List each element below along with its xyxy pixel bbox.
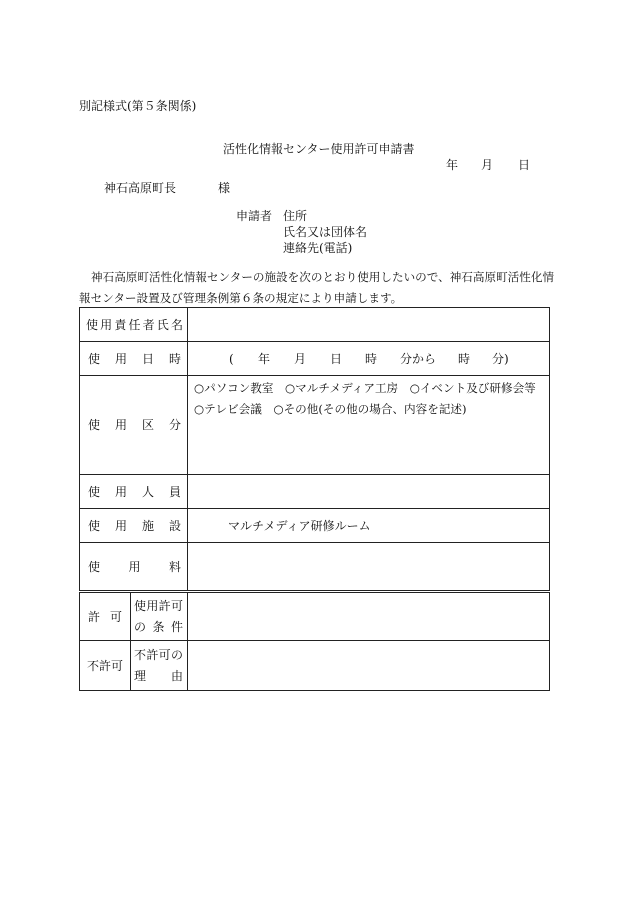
row-responsible [80, 308, 550, 342]
char: 使 [88, 418, 101, 432]
label-facility [80, 509, 188, 543]
char: 料 [169, 559, 182, 574]
field-fee[interactable] [188, 543, 550, 592]
char: 使 [88, 351, 101, 366]
applicant-address-label: 住所 [283, 209, 308, 223]
category-options-line-1[interactable]: ○パソコン教室 ○マルチメディア工房 ○イベント及び研修会等 [194, 381, 536, 395]
char: 使 [88, 559, 101, 574]
char: 由 [171, 668, 184, 683]
char: 用 [128, 559, 141, 574]
field-category[interactable] [188, 376, 550, 475]
date-day-label: 日 [518, 158, 531, 172]
char: 可 [109, 609, 122, 624]
char: 用 [115, 484, 128, 499]
char: 許 [146, 647, 159, 662]
char: 名 [170, 317, 183, 332]
datetime-day: 日 [330, 351, 343, 366]
char: の [134, 619, 147, 634]
char: 施 [142, 518, 155, 533]
datetime-minute: 分) [492, 351, 509, 366]
datetime-hour2: 時 [458, 351, 471, 366]
char: の [170, 647, 183, 662]
addressee: 神石高原町長 [104, 181, 177, 195]
form-number: 別記様式(第５条関係) [79, 99, 197, 113]
label-nonpermit [80, 641, 131, 691]
applicant-name-label: 氏名又は団体名 [283, 225, 368, 239]
char: 用 [115, 418, 128, 432]
row-permit [80, 592, 550, 641]
field-datetime[interactable] [188, 342, 550, 376]
label-responsible [80, 308, 188, 342]
char: 用 [100, 317, 113, 332]
label-permit [80, 592, 131, 641]
char: 理 [134, 668, 147, 683]
label-persons [80, 475, 188, 509]
char: 不 [134, 647, 147, 662]
char: 員 [169, 484, 182, 499]
label-fee [80, 543, 188, 592]
datetime-paren-open: ( [229, 351, 234, 366]
char: 責 [114, 317, 127, 332]
applicant-contact-label: 連絡先(電話) [283, 241, 353, 255]
char: 設 [169, 518, 182, 533]
label-datetime [80, 342, 188, 376]
char: 区 [142, 418, 155, 432]
char: 人 [142, 484, 155, 499]
char: 使 [88, 518, 101, 533]
row-persons [80, 475, 550, 509]
row-datetime [80, 342, 550, 376]
char: 件 [171, 619, 184, 634]
char: 者 [142, 317, 155, 332]
applicant-label: 申請者 [236, 209, 273, 223]
char: 用 [115, 351, 128, 366]
honorific: 様 [218, 181, 231, 195]
label-permit-conditions [131, 592, 188, 641]
row-nonpermit [80, 641, 550, 691]
field-permit-conditions[interactable] [188, 592, 550, 641]
date-year-label: 年 [446, 158, 459, 172]
label-nonpermit-reason [131, 641, 188, 691]
form-title: 活性化情報センター使用許可申請書 [223, 142, 415, 156]
char: 任 [128, 317, 141, 332]
datetime-month: 月 [294, 351, 307, 366]
char: 使 [134, 598, 147, 613]
field-facility[interactable] [188, 509, 550, 543]
datetime-hour: 時 [365, 351, 378, 366]
intro-line-1: 神石高原町活性化情報センターの施設を次のとおり使用したいので、神石高原町活性化情 [91, 270, 555, 284]
field-responsible[interactable] [188, 308, 550, 342]
field-nonpermit-reason[interactable] [188, 641, 550, 691]
char: 使 [88, 484, 101, 499]
char: 可 [158, 647, 171, 662]
field-persons[interactable] [188, 475, 550, 509]
datetime-minute-from: 分から [400, 351, 437, 366]
row-fee [80, 543, 550, 592]
date-month-label: 月 [481, 158, 494, 172]
char: 条 [152, 619, 165, 634]
row-facility [80, 509, 550, 543]
char: 分 [169, 418, 182, 432]
char: 用 [115, 518, 128, 533]
intro-line-2: 報センター設置及び管理条例第６条の規定により申請します。 [79, 291, 403, 305]
category-options-line-2[interactable]: ○テレビ会議 ○その他(その他の場合、内容を記述) [194, 402, 467, 416]
char: 日 [142, 351, 155, 366]
application-table [79, 307, 550, 691]
char: 許 [158, 598, 171, 613]
char: 許 [88, 609, 101, 624]
char: 用 [146, 598, 159, 613]
nonpermit-label: 不許可 [86, 658, 123, 673]
datetime-year: 年 [258, 351, 271, 366]
facility-value: マルチメディア研修ルーム [228, 518, 371, 533]
label-category [80, 376, 188, 475]
row-category [80, 376, 550, 475]
char: 時 [169, 351, 182, 366]
char: 使 [86, 317, 99, 332]
char: 可 [170, 598, 183, 613]
char: 氏 [156, 317, 169, 332]
